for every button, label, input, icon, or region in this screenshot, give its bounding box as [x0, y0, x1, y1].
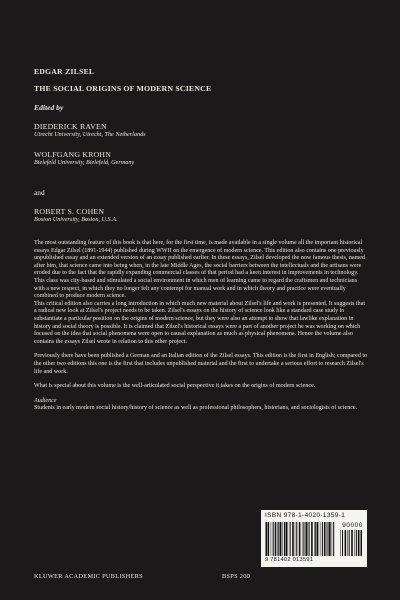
- and-conjunction: and: [34, 188, 45, 197]
- barcode-bar: [271, 522, 272, 556]
- barcode-bar: [268, 522, 270, 556]
- barcode-bar: [273, 522, 274, 556]
- barcode-bar: [356, 530, 357, 556]
- barcode-bar: [280, 522, 282, 556]
- barcode-bar: [305, 522, 307, 556]
- barcode-bar: [288, 522, 289, 556]
- editor-name: DIEDERICK RAVEN: [34, 122, 107, 131]
- barcode-bar: [349, 530, 350, 556]
- barcode-bar: [292, 522, 294, 556]
- blurb-paragraph: This critical edition also carries a long introduction in which much new material about Zilsel's life and work is presented. It suggests that a radical new look at Zilsel's project needs to be taken. Zilsel's essays on the history of science look like a standard case study to substantiate a particular position on the origins of modern science, but they were also an attempt to show that lawlike explanation in history and social theory is possible. It is claimed that Zilsel's historical essays were a part of another project he was working on which focused on the idea that social phenomena were open to causal explanation as much as physical phenomena. Hence the volume also contains the essays Zilsel wrote in relation to this other project.: [34, 300, 366, 345]
- author-name: EDGAR ZILSEL: [34, 67, 95, 76]
- barcode-bar: [299, 522, 301, 556]
- barcode-bar: [329, 522, 331, 556]
- barcode-bar: [309, 522, 310, 556]
- barcode-bar: [282, 522, 283, 556]
- barcode-bar: [265, 522, 266, 556]
- barcode-bar: [340, 530, 341, 556]
- barcode-bar: [347, 530, 348, 556]
- barcode-bar: [295, 522, 296, 556]
- blurb-paragraph: What is special about this volume is the well-articulated social perspective it takes on the origins of modern science.: [34, 383, 316, 390]
- blurb-paragraph: The most outstanding feature of this book is that here, for the first time, is made available in a single volume all the important historical essays Edgar Zilsel (1891-1944) published during WWII on the emergence of modern science. This edition also contains one previously unpublished essay and an extended version of an essay published earlier. In these essays, Zilsel developed the now famous thesis, named after him, that science came into being when, in the late Middle Ages, the social barriers between the intellectuals and the artisans were eroded due to the fact that the rapidly expanding commercial classes of that period had a keen interest in improvements in technology. This class was city-based and stimulated a social environment in which men of learning came to regard the craftsmen and technicians with a new respect, in which they no longer felt any contempt for manual work and in which theory and practice were eventually combined to produce modern science.: [34, 240, 365, 300]
- barcode-bar: [360, 530, 361, 556]
- barcode-bar: [320, 522, 321, 556]
- editor-affiliation: Bielefeld University, Bielefeld, Germany: [34, 159, 135, 166]
- isbn-number: ISBN 978-1-4020-1359-1: [265, 512, 346, 519]
- barcode-bar: [286, 522, 288, 556]
- ean-digits: 9 781402 013591: [265, 557, 314, 563]
- price-code: 90000: [342, 522, 363, 529]
- barcode-bar: [361, 530, 362, 556]
- barcode-bar: [351, 530, 353, 556]
- barcode: [261, 510, 367, 567]
- barcode-bar: [324, 522, 326, 556]
- barcode-bar: [314, 522, 315, 556]
- barcode-bar: [317, 522, 319, 556]
- barcode-bar: [278, 522, 279, 556]
- audience-label: Audience: [34, 397, 57, 404]
- audience-text: Students in early modern social history/history of science as well as professional philosophers, historians, and sociologists of science.: [34, 405, 358, 412]
- ean-barcode-bars: [265, 522, 335, 556]
- barcode-bar: [327, 522, 328, 556]
- barcode-bar: [303, 522, 304, 556]
- editor-name: WOLFGANG KROHN: [34, 150, 112, 159]
- price-barcode-bars: [340, 530, 363, 556]
- barcode-bar: [296, 522, 297, 556]
- barcode-bar: [328, 522, 329, 556]
- barcode-bar: [266, 522, 267, 556]
- barcode-bar: [275, 522, 277, 556]
- barcode-bar: [322, 522, 323, 556]
- barcode-bar: [284, 522, 285, 556]
- barcode-bar: [333, 522, 334, 556]
- barcode-bar: [315, 522, 316, 556]
- barcode-bar: [311, 522, 313, 556]
- barcode-bar: [342, 530, 343, 556]
- barcode-bar: [358, 530, 360, 556]
- blurb: [34, 240, 368, 413]
- barcode-bar: [290, 522, 291, 556]
- series-number: BSPS 200: [222, 573, 251, 580]
- barcode-bar: [332, 522, 333, 556]
- editor-name: ROBERT S. COHEN: [34, 207, 105, 216]
- editor-affiliation: Utrecht University, Utrecht, The Netherlands: [34, 131, 146, 138]
- barcode-bar: [302, 522, 303, 556]
- publisher-name: KLUWER ACADEMIC PUBLISHERS: [34, 573, 143, 580]
- edited-by-label: Edited by: [34, 103, 64, 112]
- blurb-paragraph: Previously there have been published a German and an Italian edition of the Zilsel essays. This edition is the first in English; compared to the other two editions this one is the first that includes unpublished material and the first to undertake a serious effort to research Zilsel's life and work.: [34, 353, 368, 375]
- barcode-bar: [345, 530, 347, 556]
- barcode-bar: [308, 522, 309, 556]
- barcode-bar: [277, 522, 278, 556]
- barcode-bar: [354, 530, 355, 556]
- book-title: THE SOCIAL ORIGINS OF MODERN SCIENCE: [34, 84, 212, 93]
- editor-affiliation: Boston University, Boston, U.S.A.: [34, 216, 118, 223]
